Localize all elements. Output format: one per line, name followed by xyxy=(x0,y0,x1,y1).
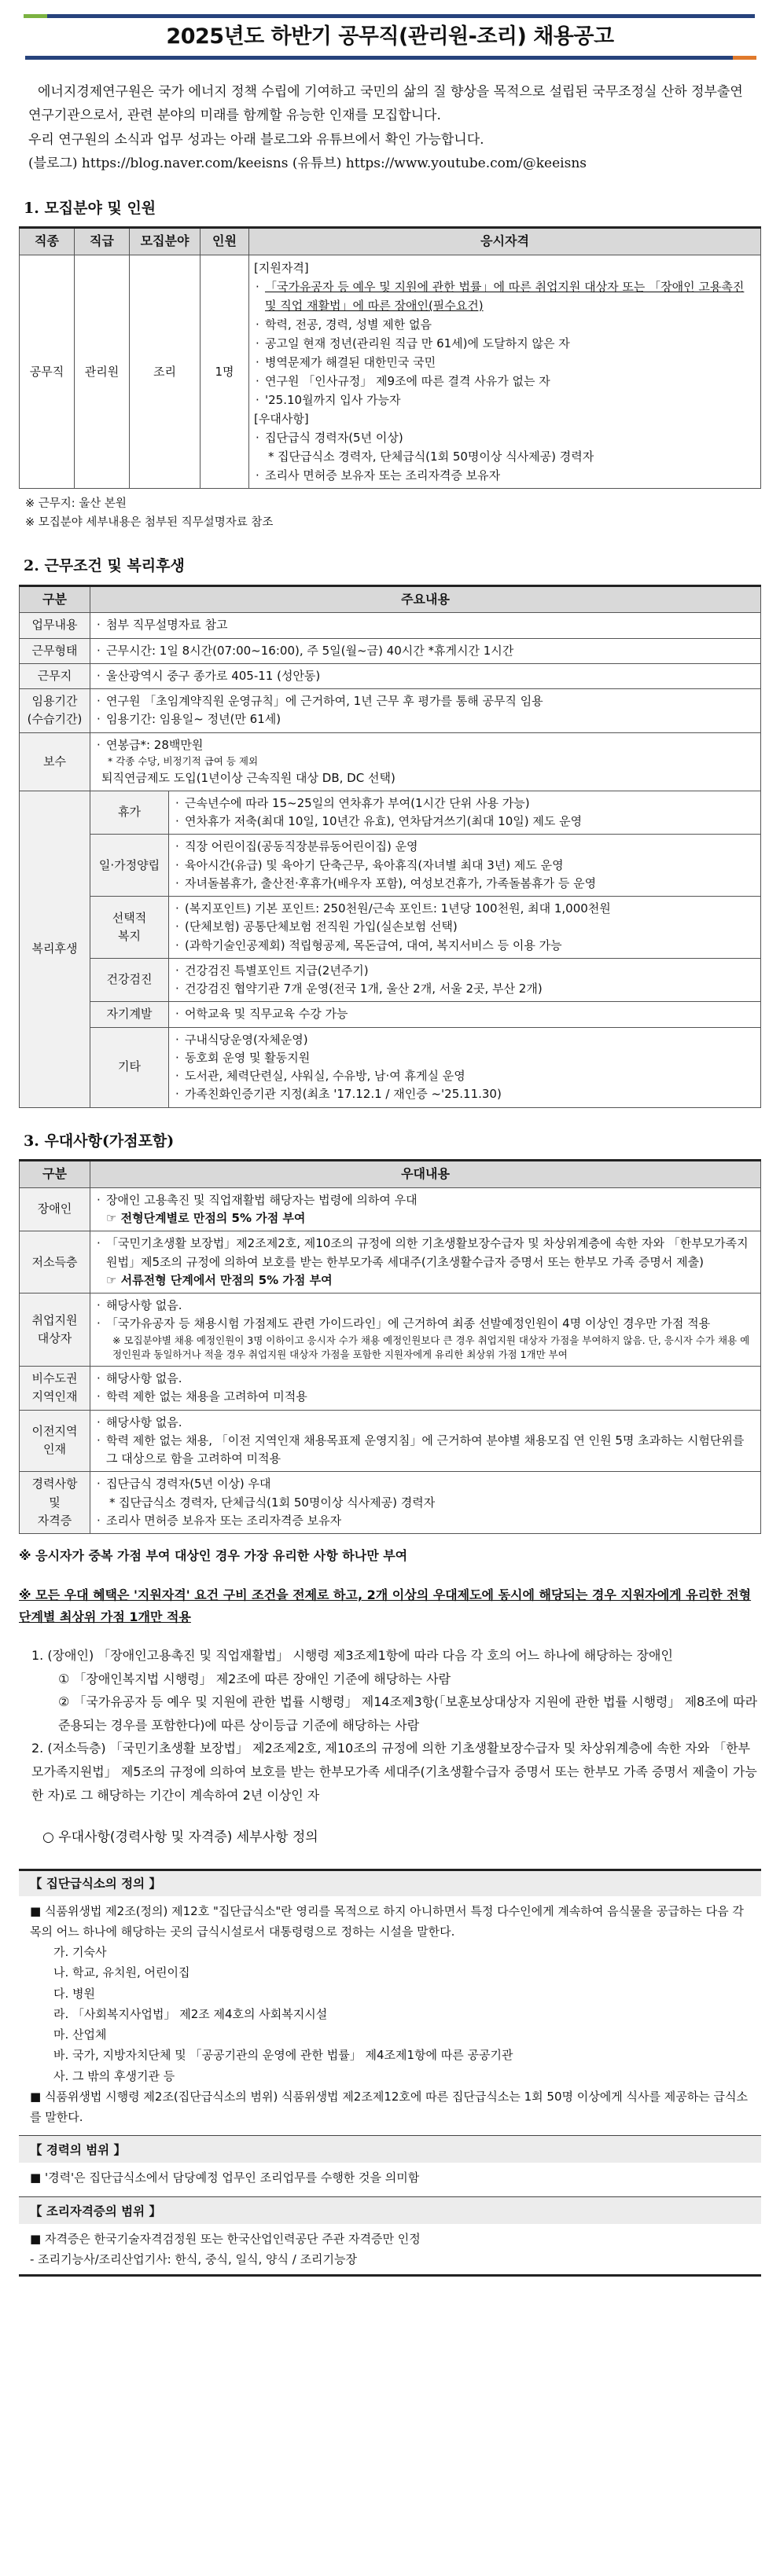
box-paragraph: ■ 식품위생법 제2조(정의) 제12호 "집단급식소"란 영리를 목적으로 하지 아니하면서 특정 다수인에게 계속하여 음식물을 공급하는 다음 각 목의 어느 하나에 해당하는 곳의 급식시설로서 대통령령으로 정하는 시설을 말한다. xyxy=(30,1901,750,1943)
sub-label: 일·가정양립 xyxy=(90,835,169,897)
table-row xyxy=(20,1367,761,1411)
note: ※ 근무지: 울산 본원 xyxy=(25,497,127,511)
table-row xyxy=(20,1294,761,1367)
qual-heading: [지원자격] xyxy=(254,261,309,276)
table-row xyxy=(20,638,761,663)
sub-label: 선택적 복지 xyxy=(90,897,169,959)
row-item: · 연봉급*: 28백만원 xyxy=(95,736,756,754)
box-list-item: 다. 병원 xyxy=(53,1986,96,2001)
qual-item: · 「국가유공자 등 예우 및 지원에 관한 법률」에 따른 취업지원 대상자 또는 「장애인 고용촉진 및 직업 재활법」에 따른 장애인(필수요건) xyxy=(254,277,756,315)
row-item: 퇴직연금제도 도입(1년이상 근속직원 대상 DB, DC 선택) xyxy=(101,770,396,785)
box-list-item: 나. 학교, 유치원, 어린이집 xyxy=(53,1965,190,1980)
row-item: · 연구원 「초임계약직원 운영규칙」에 근거하여, 1년 근무 후 평가를 통해 공무직 임용 xyxy=(95,692,756,710)
detail-title: ○ 우대사항(경력사항 및 자격증) 세부사항 정의 xyxy=(42,1829,318,1846)
detail-item: ① 「장애인복지법 시행령」 제2조에 따른 장애인 기준에 해당하는 사람 xyxy=(58,1671,451,1686)
col-header: 모집분야 xyxy=(130,228,201,255)
row-label: 저소득층 xyxy=(20,1231,90,1294)
table-row xyxy=(20,1187,761,1231)
row-label: 업무내용 xyxy=(20,613,90,638)
table-row xyxy=(20,255,761,489)
col-header: 구분 xyxy=(20,1161,90,1188)
row-item: · 학력 제한 없는 채용을 고려하여 미적용 xyxy=(95,1388,756,1406)
row-label: 취업지원 대상자 xyxy=(20,1294,90,1367)
row-item: · 건강검진 협약기관 7개 운영(전국 1개, 울산 2개, 서울 2곳, 부산 2개) xyxy=(174,980,756,998)
box-list xyxy=(30,1942,750,2086)
title-deco-green xyxy=(24,14,47,18)
preference-detail xyxy=(31,1644,761,1807)
table-row xyxy=(20,958,761,1002)
row-label: 임용기간 (수습기간) xyxy=(20,689,90,733)
pref-list xyxy=(254,428,756,447)
row-label: 이전지역 인재 xyxy=(20,1410,90,1472)
cell-qualification xyxy=(249,255,761,489)
sub-label: 기타 xyxy=(90,1027,169,1107)
row-item: · 장애인 고용촉진 및 직업재활법 해당자는 법령에 의하여 우대 xyxy=(95,1191,756,1209)
box-paragraph: ■ '경력'은 집단급식소에서 담당예정 업무인 조리업무를 수행한 것을 의미함 xyxy=(30,2167,750,2188)
box-paragraph: ■ 식품위생법 시행령 제2조(집단급식소의 범위) 식품위생법 제2조제12호에 따른 집단급식소는 1회 50명 이상에게 식사를 제공하는 급식소를 말한다. xyxy=(30,2086,750,2128)
row-item: · 첨부 직무설명자료 참고 xyxy=(95,616,756,634)
row-item: · 근무시간: 1일 8시간(07:00~16:00), 주 5일(월~금) 40시간 *휴게시간 1시간 xyxy=(95,642,756,660)
row-item: · 「국가유공자 등 채용시험 가점제도 관련 가이드라인」에 근거하여 최종 선발예정인원이 4명 이상인 경우만 가점 적용 xyxy=(95,1315,756,1333)
table-row xyxy=(20,732,761,791)
row-label: 복리후생 xyxy=(20,791,90,1107)
section-3-heading: 3. 우대사항(가점포함) xyxy=(24,1132,175,1150)
row-item: · 울산광역시 중구 종가로 405-11 (성안동) xyxy=(95,667,756,685)
sub-label: 휴가 xyxy=(90,791,169,835)
row-item: · (복지포인트) 기본 포인트: 250천원/근속 포인트: 1년당 100천원, 최대 1,000천원 xyxy=(174,900,756,918)
qual-item: · '25.10월까지 입사 가능자 xyxy=(254,391,756,409)
recruit-table xyxy=(19,226,761,489)
row-item: · 「국민기초생활 보장법」제2조제2호, 제10조의 규정에 의한 기초생활보장수급자 및 차상위계층에 속한 자와 「한부모가족지원법」제5조의 규정에 의하여 보호를 받는 한부모가족 세대주(기초생활수급자 증명서 또는 한부모 가족 증명서 제출) xyxy=(95,1235,756,1271)
table-row xyxy=(20,1027,761,1107)
row-item: · 집단급식 경력자(5년 이상) 우대 xyxy=(95,1475,756,1493)
pref-item: · 집단급식 경력자(5년 이상) xyxy=(254,428,756,447)
row-item: · 근속년수에 따라 15~25일의 연차휴가 부여(1시간 단위 사용 가능) xyxy=(174,794,756,813)
row-item: · 연차휴가 저축(최대 10일, 10년간 유효), 연차담겨쓰기(최대 10일) 제도 운영 xyxy=(174,813,756,831)
row-note: ※ 모집분야별 채용 예정인원이 3명 이하이고 응시자 수가 채용 예정인원보다 큰 경우 취업지원 대상자 가점을 부여하지 않음. 단, 응시자 수가 채용 예정인원과 동일하거나 적을 경우 취업지원 대상자 가점을 포함한 지원자에게 유리한 최상위 가점 1개만 부여 xyxy=(112,1334,750,1361)
table-row xyxy=(20,897,761,959)
box-heading: 【 경력의 범위 】 xyxy=(19,2135,761,2163)
intro-paragraph: 우리 연구원의 소식과 업무 성과는 아래 블로그와 유튜브에서 확인 가능합니다. xyxy=(28,131,484,148)
section-1-heading: 1. 모집분야 및 인원 xyxy=(24,200,156,217)
col-header: 응시자격 xyxy=(249,228,761,255)
box-list-item: 사. 그 밖의 후생기관 등 xyxy=(53,2068,175,2083)
detail-item: ② 「국가유공자 등 예우 및 지원에 관한 법률 시행령」 제14조제3항(「보훈보상대상자 지원에 관한 법률 시행령」 제8조에 따라 준용되는 경우를 포함한다)에 따른 상이등급 기준에 해당하는 사람 xyxy=(58,1694,758,1733)
col-header: 우대내용 xyxy=(90,1161,761,1188)
table-row xyxy=(20,613,761,638)
table-row xyxy=(20,835,761,897)
row-item: · 자녀돌봄휴가, 출산전·후휴가(배우자 포함), 여성보건휴가, 가족돌봄휴가 등 운영 xyxy=(174,875,756,893)
qual-item: · 병역문제가 해결된 대한민국 국민 xyxy=(254,353,756,372)
cell-field: 조리 xyxy=(130,255,201,489)
row-label: 근무지 xyxy=(20,663,90,688)
table-row xyxy=(20,689,761,733)
table-row xyxy=(20,1410,761,1472)
section-2-heading: 2. 근무조건 및 복리후생 xyxy=(24,557,185,575)
section-1-notes xyxy=(25,495,761,533)
intro xyxy=(28,80,752,175)
box-list-item: 바. 국가, 지방자치단체 및 「공공기관의 운영에 관한 법률」 제4조제1항에 따른 공공기관 xyxy=(53,2048,513,2063)
title-deco-orange xyxy=(733,56,756,60)
box-list-item: 가. 기숙사 xyxy=(53,1945,107,1960)
row-item: · 해당사항 없음. xyxy=(95,1297,756,1315)
table-row xyxy=(20,1002,761,1027)
box-heading: 【 집단급식소의 정의 】 xyxy=(19,1871,761,1896)
col-header: 직급 xyxy=(75,228,130,255)
row-star-item: * 집단급식소 경력자, 단체급식(1회 50명이상 식사제공) 경력자 xyxy=(108,1494,756,1512)
box-heading: 【 조리자격증의 범위 】 xyxy=(19,2196,761,2224)
col-header: 구분 xyxy=(20,585,90,613)
box-list-item: 마. 산업체 xyxy=(53,2027,107,2042)
row-item: · 동호회 운영 및 활동지원 xyxy=(174,1049,756,1067)
sub-label: 자기계발 xyxy=(90,1002,169,1027)
pref-star-list xyxy=(254,447,756,466)
preference-table xyxy=(19,1159,761,1534)
row-item: · 도서관, 체력단련실, 샤워실, 수유방, 남·여 휴게실 운영 xyxy=(174,1067,756,1085)
qual-list xyxy=(254,277,756,409)
definition-box xyxy=(19,1869,761,2277)
row-mark: ☞ 서류전형 단계에서 만점의 5% 가점 부여 xyxy=(106,1272,333,1287)
row-item: · 어학교육 및 직무교육 수강 가능 xyxy=(174,1005,756,1023)
row-item: · (단체보험) 공통단체보험 전직원 가입(실손보험 선택) xyxy=(174,918,756,936)
row-label: 장애인 xyxy=(20,1187,90,1231)
row-item: · 직장 어린이집(공동직장분류동어린이집) 운영 xyxy=(174,838,756,856)
cell-grade: 관리원 xyxy=(75,255,130,489)
row-label: 근무형태 xyxy=(20,638,90,663)
pref-item: · 조리사 면허증 보유자 또는 조리자격증 보유자 xyxy=(254,466,756,485)
col-header: 직종 xyxy=(20,228,75,255)
row-label: 경력사항 및 자격증 xyxy=(20,1472,90,1534)
box-paragraph: - 조리기능사/조리산업기사: 한식, 중식, 일식, 양식 / 조리기능장 xyxy=(30,2251,358,2266)
row-item: · 조리사 면허증 보유자 또는 조리자격증 보유자 xyxy=(95,1512,756,1530)
row-mark: ☞ 전형단계별로 만점의 5% 가점 부여 xyxy=(106,1211,306,1226)
col-header: 주요내용 xyxy=(90,585,761,613)
note: ※ 모집분야 세부내용은 첨부된 직무설명자료 참조 xyxy=(25,516,274,530)
table-row xyxy=(20,663,761,688)
table-row xyxy=(20,791,761,835)
preference-note-all: ※ 모든 우대 혜택은 '지원자격' 요건 구비 조건을 전제로 하고, 2개 이상의 우대제도에 동시에 해당되는 경우 지원자에게 유리한 전형 단계별 최상위 가점 1개만 적용 xyxy=(19,1587,752,1625)
qual-item: · 학력, 전공, 경력, 성별 제한 없음 xyxy=(254,315,756,334)
row-item: · (과학기술인공제회) 적립형공제, 목돈급여, 대여, 복지서비스 등 이용 가능 xyxy=(174,937,756,955)
qual-item: · 공고일 현재 정년(관리원 직급 만 61세)에 도달하지 않은 자 xyxy=(254,334,756,353)
row-item: · 해당사항 없음. xyxy=(95,1370,756,1388)
row-item: · 구내식당운영(자체운영) xyxy=(174,1031,756,1049)
pref-heading: [우대사항] xyxy=(254,412,309,427)
pref-list xyxy=(254,466,756,485)
detail-item: 1. (장애인) 「장애인고용촉진 및 직업재활법」 시행령 제3조제1항에 따라 다음 각 호의 어느 하나에 해당하는 장애인 xyxy=(31,1648,673,1664)
preference-note: ※ 응시자가 중복 가점 부여 대상인 경우 가장 유리한 사항 하나만 부여 xyxy=(19,1548,408,1564)
table-row xyxy=(20,1472,761,1534)
conditions-table xyxy=(19,585,761,1108)
row-item: · 해당사항 없음. xyxy=(95,1414,756,1432)
page-title: 2025년도 하반기 공무직(관리원-조리) 채용공고 xyxy=(166,24,614,49)
row-label: 보수 xyxy=(20,732,90,791)
pref-star-item: * 집단급식소 경력자, 단체급식(1회 50명이상 식사제공) 경력자 xyxy=(267,447,756,466)
cell-type: 공무직 xyxy=(20,255,75,489)
table-row xyxy=(20,1231,761,1294)
row-label: 비수도권 지역인재 xyxy=(20,1367,90,1411)
intro-links: (블로그) https://blog.naver.com/keeisns (유튜브) https://www.youtube.com/@keeisns xyxy=(28,155,587,171)
row-item: · 임용기간: 임용일~ 정년(만 61세) xyxy=(95,710,756,728)
box-paragraph: ■ 자격증은 한국기술자격검정원 또는 한국산업인력공단 주관 자격증만 인정 xyxy=(30,2229,750,2249)
row-item: · 학력 제한 없는 채용, 「이전 지역인재 채용목표제 운영지침」에 근거하여 분야별 채용모집 연 인원 5명 초과하는 시험단위를 그 대상으로 함을 고려하여 미적용 xyxy=(95,1432,756,1469)
title-bar xyxy=(25,14,755,60)
row-item: · 건강검진 특별포인트 지급(2년주기) xyxy=(174,962,756,980)
row-item: · 가족친화인증기관 지정(최초 '17.12.1 / 재인증 ~'25.11.30) xyxy=(174,1085,756,1103)
detail-item: 2. (저소득층) 「국민기초생활 보장법」 제2조제2호, 제10조의 규정에 의한 기초생활보장수급자 및 차상위계층에 속한 자와 「한부모가족지원법」 제5조의 규정에 의하여 보호를 받는 한부모가족 세대주(기초생활수급자 증명서 또는 한부모 가족 증명서 제출이 가능한 자)로 그 해당하는 기간이 계속하여 2년 이상인 자 xyxy=(31,1741,757,1803)
box-list-item: 라. 「사회복지사업법」 제2조 제4호의 사회복지시설 xyxy=(53,2006,328,2021)
cell-count: 1명 xyxy=(201,255,249,489)
qual-item: · 연구원 「인사규정」 제9조에 따른 결격 사유가 없는 자 xyxy=(254,372,756,391)
sub-label: 건강검진 xyxy=(90,958,169,1002)
intro-paragraph: 에너지경제연구원은 국가 에너지 정책 수립에 기여하고 국민의 삶의 질 향상을 목적으로 설립된 국무조정실 산하 정부출연연구기관으로서, 관련 분야의 미래를 함께할 유능한 인재를 모집합니다. xyxy=(28,84,743,124)
row-note: * 각종 수당, 비정기적 급여 등 제외 xyxy=(108,754,259,767)
row-item: · 육아시간(유급) 및 육아기 단축근무, 육아휴직(자녀별 최대 3년) 제도 운영 xyxy=(174,857,756,875)
col-header: 인원 xyxy=(201,228,249,255)
